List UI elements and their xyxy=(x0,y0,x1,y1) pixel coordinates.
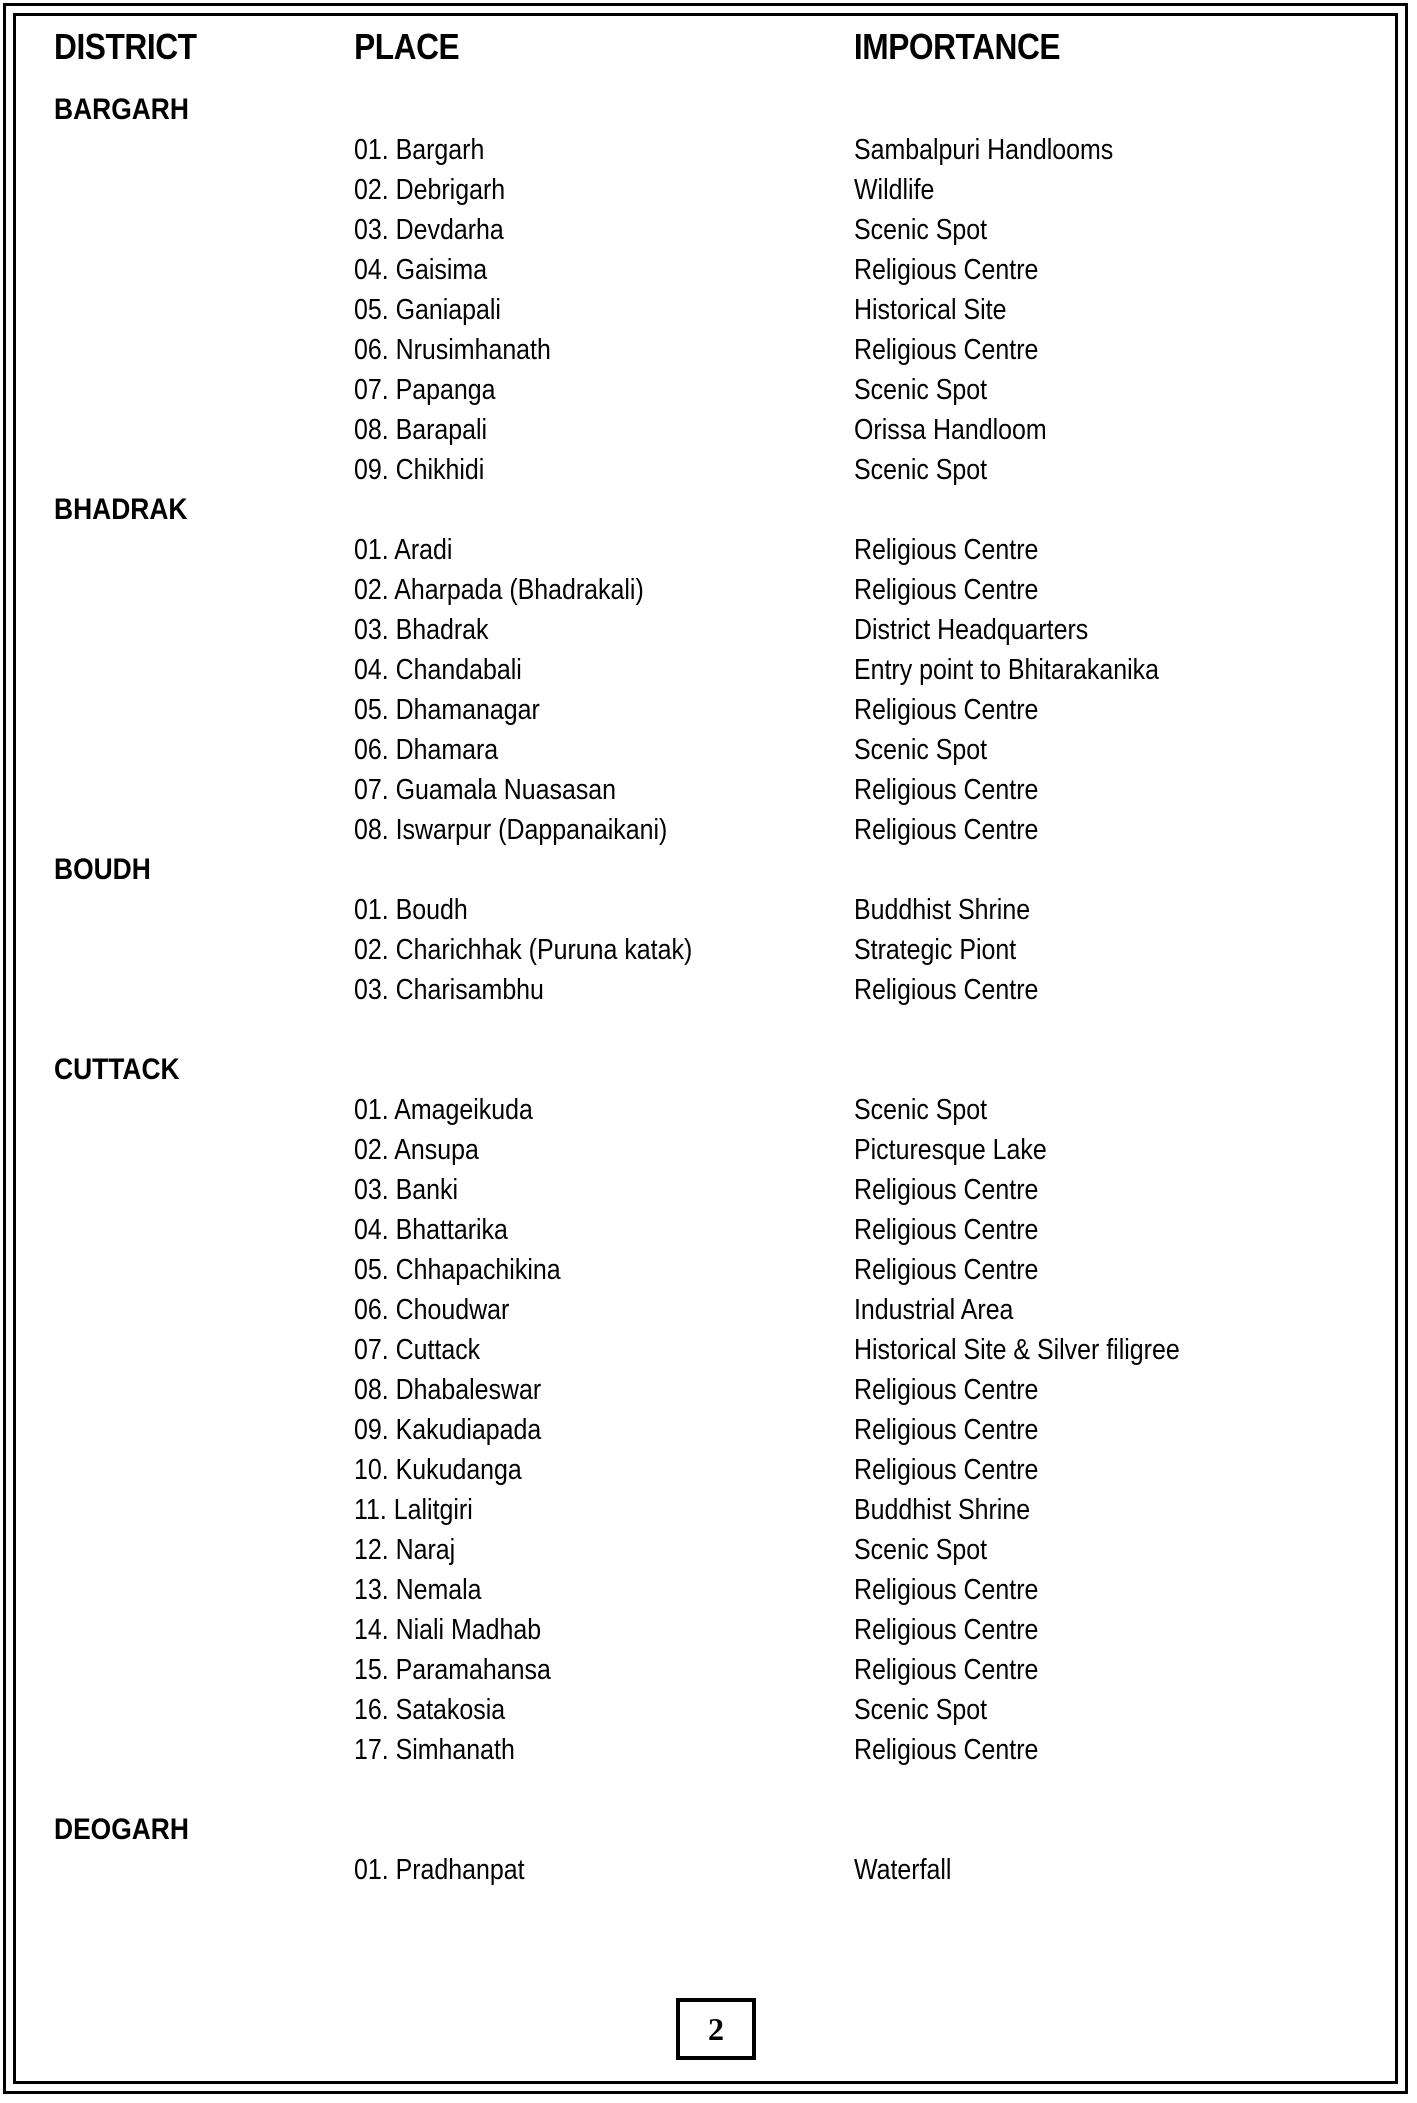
place-cell xyxy=(354,1730,854,1770)
place-name: 03. Bhadrak xyxy=(354,614,489,646)
district-section xyxy=(54,490,1384,850)
district-name: BOUDH xyxy=(54,853,151,886)
table-row xyxy=(54,1250,1384,1290)
place-name: 10. Kukudanga xyxy=(354,1454,522,1486)
place-name: 02. Ansupa xyxy=(354,1134,479,1166)
importance-cell xyxy=(854,1730,1068,1770)
table-header xyxy=(54,26,1224,90)
importance-text: Religious Centre xyxy=(854,334,1039,366)
place-cell xyxy=(354,450,854,490)
importance-text: Religious Centre xyxy=(854,774,1039,806)
importance-text: Religious Centre xyxy=(854,1214,1039,1246)
importance-text: Religious Centre xyxy=(854,1734,1039,1766)
importance-cell xyxy=(854,1170,1068,1210)
table-row xyxy=(54,250,1384,290)
importance-cell xyxy=(854,1130,1078,1170)
place-cell xyxy=(354,1210,854,1250)
place-name: 02. Charichhak (Puruna katak) xyxy=(354,934,693,966)
importance-text: Religious Centre xyxy=(854,1574,1039,1606)
district-name: BARGARH xyxy=(54,93,189,126)
importance-text: Scenic Spot xyxy=(854,454,988,486)
place-name: 03. Banki xyxy=(354,1174,458,1206)
importance-text: Religious Centre xyxy=(854,534,1039,566)
place-cell xyxy=(354,1250,854,1290)
importance-cell xyxy=(854,650,1209,690)
importance-cell xyxy=(854,1690,1009,1730)
place-name: 08. Iswarpur (Dappanaikani) xyxy=(354,814,668,846)
place-cell xyxy=(354,650,854,690)
importance-cell xyxy=(854,210,1009,250)
place-name: 01. Pradhanpat xyxy=(354,1854,525,1886)
place-name: 09. Kakudiapada xyxy=(354,1414,542,1446)
importance-text: Historical Site xyxy=(854,294,1007,326)
importance-cell xyxy=(854,1290,1039,1330)
table-row xyxy=(54,930,1384,970)
importance-cell xyxy=(854,690,1068,730)
table-body xyxy=(54,90,1384,1890)
importance-cell xyxy=(854,970,1068,1010)
table-row xyxy=(54,170,1384,210)
place-name: 16. Satakosia xyxy=(354,1694,506,1726)
table-row xyxy=(54,1450,1384,1490)
table-row xyxy=(54,530,1384,570)
table-row xyxy=(54,890,1384,930)
importance-cell xyxy=(854,1210,1068,1250)
district-name: DEOGARH xyxy=(54,1813,189,1846)
importance-cell xyxy=(854,130,1155,170)
importance-cell xyxy=(854,530,1068,570)
place-name: 07. Cuttack xyxy=(354,1334,481,1366)
importance-text: Buddhist Shrine xyxy=(854,1494,1031,1526)
importance-text: Religious Centre xyxy=(854,1374,1039,1406)
table-row xyxy=(54,1130,1384,1170)
place-name: 08. Dhabaleswar xyxy=(354,1374,542,1406)
table-row xyxy=(54,810,1384,850)
place-name: 17. Simhanath xyxy=(354,1734,515,1766)
importance-text: Sambalpuri Handlooms xyxy=(854,134,1114,166)
table-row xyxy=(54,690,1384,730)
importance-text: Strategic Piont xyxy=(854,934,1017,966)
table-row xyxy=(54,1690,1384,1730)
place-name: 01. Amageikuda xyxy=(354,1094,533,1126)
place-name: 13. Nemala xyxy=(354,1574,482,1606)
importance-cell xyxy=(854,1330,1233,1370)
importance-cell xyxy=(854,1570,1068,1610)
place-cell xyxy=(354,930,854,970)
place-name: 05. Dhamanagar xyxy=(354,694,540,726)
table-row xyxy=(54,1570,1384,1610)
importance-text: Historical Site & Silver filigree xyxy=(854,1334,1180,1366)
place-cell xyxy=(354,1690,854,1730)
table-row xyxy=(54,1490,1384,1530)
place-name: 02. Debrigarh xyxy=(354,174,506,206)
importance-text: Religious Centre xyxy=(854,974,1039,1006)
place-cell xyxy=(354,210,854,250)
table-row xyxy=(54,610,1384,650)
table-row xyxy=(54,1330,1384,1370)
table-row xyxy=(54,650,1384,690)
district-section xyxy=(54,850,1384,1010)
place-name: 05. Chhapachikina xyxy=(354,1254,561,1286)
importance-cell xyxy=(854,610,1126,650)
importance-text: District Headquarters xyxy=(854,614,1089,646)
table-row xyxy=(54,410,1384,450)
place-cell xyxy=(354,1330,854,1370)
importance-text: Religious Centre xyxy=(854,1414,1039,1446)
table-row xyxy=(54,450,1384,490)
place-name: 06. Dhamara xyxy=(354,734,499,766)
place-name: 04. Bhattarika xyxy=(354,1214,508,1246)
district-section xyxy=(54,1810,1384,1890)
importance-cell xyxy=(854,330,1068,370)
district-section xyxy=(54,90,1384,490)
table-row xyxy=(54,1530,1384,1570)
place-cell xyxy=(354,1410,854,1450)
importance-cell xyxy=(854,1850,967,1890)
place-name: 01. Bargarh xyxy=(354,134,485,166)
importance-cell xyxy=(854,170,947,210)
place-name: 12. Naraj xyxy=(354,1534,456,1566)
importance-text: Entry point to Bhitarakanika xyxy=(854,654,1160,686)
importance-text: Religious Centre xyxy=(854,1254,1039,1286)
importance-cell xyxy=(854,370,1009,410)
importance-cell xyxy=(854,250,1068,290)
place-cell xyxy=(354,1610,854,1650)
importance-cell xyxy=(854,450,1009,490)
importance-cell xyxy=(854,730,1009,770)
place-cell xyxy=(354,250,854,290)
place-cell xyxy=(354,1130,854,1170)
place-cell xyxy=(354,410,854,450)
table-row xyxy=(54,1410,1384,1450)
place-cell xyxy=(354,1850,854,1890)
place-cell xyxy=(354,1650,854,1690)
place-cell xyxy=(354,570,854,610)
importance-cell xyxy=(854,930,1043,970)
table-row xyxy=(54,570,1384,610)
importance-text: Religious Centre xyxy=(854,1614,1039,1646)
place-name: 06. Nrusimhanath xyxy=(354,334,551,366)
importance-cell xyxy=(854,1250,1068,1290)
place-name: 03. Charisambhu xyxy=(354,974,544,1006)
district-name: CUTTACK xyxy=(54,1053,180,1086)
importance-cell xyxy=(854,1490,1059,1530)
importance-text: Religious Centre xyxy=(854,694,1039,726)
place-cell xyxy=(354,290,854,330)
table-row xyxy=(54,370,1384,410)
importance-cell xyxy=(854,1090,1009,1130)
header-district: DISTRICT xyxy=(54,26,197,67)
importance-text: Religious Centre xyxy=(854,814,1039,846)
place-cell xyxy=(354,890,854,930)
place-name: 01. Boudh xyxy=(354,894,468,926)
table-row xyxy=(54,130,1384,170)
table-row xyxy=(54,730,1384,770)
place-cell xyxy=(354,690,854,730)
place-cell xyxy=(354,1370,854,1410)
place-cell xyxy=(354,1170,854,1210)
table-row xyxy=(54,1090,1384,1130)
place-cell xyxy=(354,1290,854,1330)
place-cell xyxy=(354,1530,854,1570)
place-cell xyxy=(354,810,854,850)
place-cell xyxy=(354,1090,854,1130)
importance-text: Waterfall xyxy=(854,1854,952,1886)
place-cell xyxy=(354,730,854,770)
place-name: 04. Chandabali xyxy=(354,654,522,686)
importance-cell xyxy=(854,1650,1068,1690)
importance-cell xyxy=(854,770,1068,810)
importance-text: Religious Centre xyxy=(854,1454,1039,1486)
importance-text: Scenic Spot xyxy=(854,214,988,246)
place-cell xyxy=(354,610,854,650)
importance-text: Religious Centre xyxy=(854,254,1039,286)
importance-cell xyxy=(854,410,1078,450)
table-row xyxy=(54,970,1384,1010)
place-name: 05. Ganiapali xyxy=(354,294,501,326)
section-gap xyxy=(54,1010,1384,1050)
header-place: PLACE xyxy=(354,26,460,67)
table-row xyxy=(54,1290,1384,1330)
importance-cell xyxy=(854,1610,1068,1650)
page-number: 2 xyxy=(676,1998,756,2060)
place-name: 14. Niali Madhab xyxy=(354,1614,542,1646)
importance-text: Religious Centre xyxy=(854,574,1039,606)
header-importance: IMPORTANCE xyxy=(853,26,1061,67)
importance-text: Wildlife xyxy=(854,174,935,206)
importance-cell xyxy=(854,570,1068,610)
place-name: 08. Barapali xyxy=(354,414,488,446)
importance-cell xyxy=(854,1530,1009,1570)
place-name: 03. Devdarha xyxy=(354,214,504,246)
table-row xyxy=(54,1170,1384,1210)
place-cell xyxy=(354,1490,854,1530)
district-name: BHADRAK xyxy=(54,493,188,526)
place-cell xyxy=(354,330,854,370)
district-table xyxy=(54,26,1384,1890)
table-row xyxy=(54,1730,1384,1770)
importance-text: Scenic Spot xyxy=(854,1694,988,1726)
table-row xyxy=(54,1650,1384,1690)
importance-text: Religious Centre xyxy=(854,1174,1039,1206)
importance-cell xyxy=(854,1450,1068,1490)
importance-cell xyxy=(854,810,1068,850)
place-cell xyxy=(354,530,854,570)
importance-cell xyxy=(854,290,1031,330)
place-name: 01. Aradi xyxy=(354,534,453,566)
place-name: 02. Aharpada (Bhadrakali) xyxy=(354,574,644,606)
importance-cell xyxy=(854,1410,1068,1450)
section-gap xyxy=(54,1770,1384,1810)
importance-text: Orissa Handloom xyxy=(854,414,1047,446)
importance-text: Scenic Spot xyxy=(854,1094,988,1126)
table-row xyxy=(54,1370,1384,1410)
place-name: 09. Chikhidi xyxy=(354,454,485,486)
place-name: 07. Papanga xyxy=(354,374,496,406)
importance-text: Industrial Area xyxy=(854,1294,1014,1326)
table-row xyxy=(54,210,1384,250)
importance-text: Picturesque Lake xyxy=(854,1134,1047,1166)
place-cell xyxy=(354,1450,854,1490)
importance-text: Scenic Spot xyxy=(854,1534,988,1566)
importance-text: Religious Centre xyxy=(854,1654,1039,1686)
place-name: 11. Lalitgiri xyxy=(354,1494,473,1526)
importance-text: Scenic Spot xyxy=(854,374,988,406)
table-row xyxy=(54,330,1384,370)
place-cell xyxy=(354,370,854,410)
table-row xyxy=(54,1210,1384,1250)
place-name: 07. Guamala Nuasasan xyxy=(354,774,617,806)
importance-text: Buddhist Shrine xyxy=(854,894,1031,926)
table-row xyxy=(54,290,1384,330)
importance-cell xyxy=(854,1370,1068,1410)
importance-cell xyxy=(854,890,1059,930)
district-section xyxy=(54,1050,1384,1770)
table-row xyxy=(54,1610,1384,1650)
importance-text: Scenic Spot xyxy=(854,734,988,766)
place-name: 04. Gaisima xyxy=(354,254,488,286)
place-cell xyxy=(354,130,854,170)
place-cell xyxy=(354,170,854,210)
table-row xyxy=(54,1850,1384,1890)
place-name: 06. Choudwar xyxy=(354,1294,510,1326)
place-cell xyxy=(354,970,854,1010)
place-cell xyxy=(354,770,854,810)
place-cell xyxy=(354,1570,854,1610)
table-row xyxy=(54,770,1384,810)
place-name: 15. Paramahansa xyxy=(354,1654,551,1686)
